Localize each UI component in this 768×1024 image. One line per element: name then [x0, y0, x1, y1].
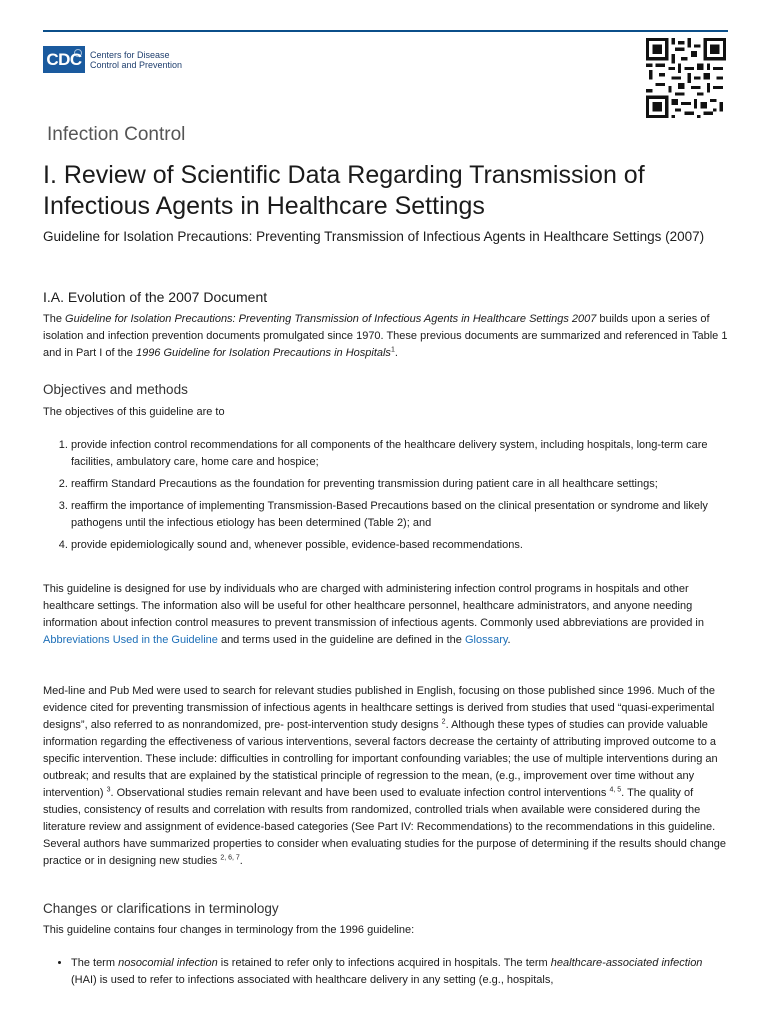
cdc-logo-mark: CDC — [43, 46, 85, 73]
abbreviations-link[interactable]: Abbreviations Used in the Guideline — [43, 634, 218, 646]
objectives-list — [43, 437, 728, 559]
citation[interactable]: 2 — [441, 718, 446, 726]
paragraph-usage: This guideline is designed for use by individuals who are charged with administering infection control programs in hospitals and other healthcare settings. The information also will be useful for other healthcare personnel, healthcare administrators, and anyone needing information about infection control measures to prevent transmission of infectious agents. Commonly used abbreviations are provided in Abbreviations Used in the Guideline and terms used in the guideline are defined in the Glossary. — [43, 583, 704, 646]
cdc-logo-line2: Control and Prevention — [90, 59, 183, 70]
heading-terminology: Changes or clarifications in terminology — [43, 901, 279, 916]
list-item: 2. reaffirm Standard Precautions as the foundation for preventing transmission during patient care in all healthcare settings; — [71, 476, 728, 493]
header-rule — [43, 30, 728, 32]
citation[interactable]: 3 — [106, 786, 111, 794]
header — [43, 0, 728, 120]
page-title: I. Review of Scientific Data Regarding Transmission of Infectious Agents in Healthcare Settings — [43, 161, 645, 220]
terminology-list — [43, 955, 728, 989]
cdc-logo-text — [90, 50, 182, 70]
heading-objectives: Objectives and methods — [43, 382, 188, 397]
guideline-title-ref: Guideline for Isolation Precautions: Preventing Transmission of Infectious Agents in Healthcare Settings 2007 — [65, 313, 597, 325]
page — [43, 0, 728, 986]
citation[interactable]: 4, 5 — [609, 786, 622, 794]
guideline-1996-ref: 1996 Guideline for Isolation Precautions in Hospitals — [135, 347, 391, 359]
list-item: 4. provide epidemiologically sound and, whenever possible, evidence-based recommendations. — [71, 537, 728, 554]
list-item: 1. provide infection control recommendations for all components of the healthcare delivery system, including hospitals, long-term care facilities, ambulatory care, home care and hospice; — [71, 437, 728, 471]
citation[interactable]: 1 — [390, 346, 395, 354]
section-label[interactable]: Infection Control — [47, 124, 186, 145]
terminology-intro: This guideline contains four changes in terminology from the 1996 guideline: — [43, 924, 415, 936]
list-item: 3. reaffirm the importance of implementing Transmission-Based Precautions based on the clinical presentation or syndrome and likely pathogens until the infectious etiology has been determined (Table 2); and — [71, 498, 728, 532]
cdc-logo[interactable] — [43, 46, 182, 73]
paragraph-evolution: The Guideline for Isolation Precautions: Preventing Transmission of Infectious Agents in Healthcare Settings 2007 builds upon a series of isolation and infection prevention documents promulgated since 1970. These previous documents are summarized and referenced in Table 1 and in Part I of the 1996 Guideline for Isolation Precautions in Hospitals$^1$. — [43, 313, 728, 359]
citation[interactable]: 2, 6, 7 — [220, 854, 240, 862]
paragraph-methods: Med-line and Pub Med were used to search for relevant studies published in English, focusing on those published since 1996. Much of the evidence cited for preventing transmission of infectious agents in healthcare settings is derived from studies that used “quasi-experimental designs”, also referred to as nonrandomized, pre- post-intervention study designs $^2$. Although these types of studies can provide valuable information regarding the effectiveness of various interventions, several factors decrease the certainty of attributing improved outcome to a specific intervention. These include: difficulties in controlling for important confounding variables; the use of multiple interventions during an outbreak; and results that are explained by the statistical principle of regression to the mean, (e.g., improvement over time without any intervention) $^3$. Observational studies remain relevant and have been used to evaluate infection control interventions $^{4, 5}$. The quality of studies, consistency of results and correlation with results from randomized, controlled trials when available were considered during the literature review and assignment of evidence-based categories (See Part IV: Recommendations) to the recommendations in this guideline. Several authors have summarized properties to consider when evaluating studies for the purpose of determining if the results should change practice or in designing new studies $^{2, 6, 7}$. — [43, 685, 726, 867]
objectives-intro: The objectives of this guideline are to — [43, 406, 225, 418]
list-item: • The term nosocomial infection is retained to refer only to infections acquired in hospitals. The term healthcare-associated infection (HAI) is used to refer to infections associated with healthcare delivery in any setting (e.g., hospitals, — [71, 955, 728, 989]
qr-code-icon — [646, 38, 726, 118]
heading-evolution: I.A. Evolution of the 2007 Document — [43, 289, 268, 305]
cdc-logo-line1: Centers for Disease — [90, 49, 170, 60]
glossary-link[interactable]: Glossary — [464, 634, 508, 646]
page-subtitle: Guideline for Isolation Precautions: Preventing Transmission of Infectious Agents in Healthcare Settings (2007) — [43, 229, 705, 244]
